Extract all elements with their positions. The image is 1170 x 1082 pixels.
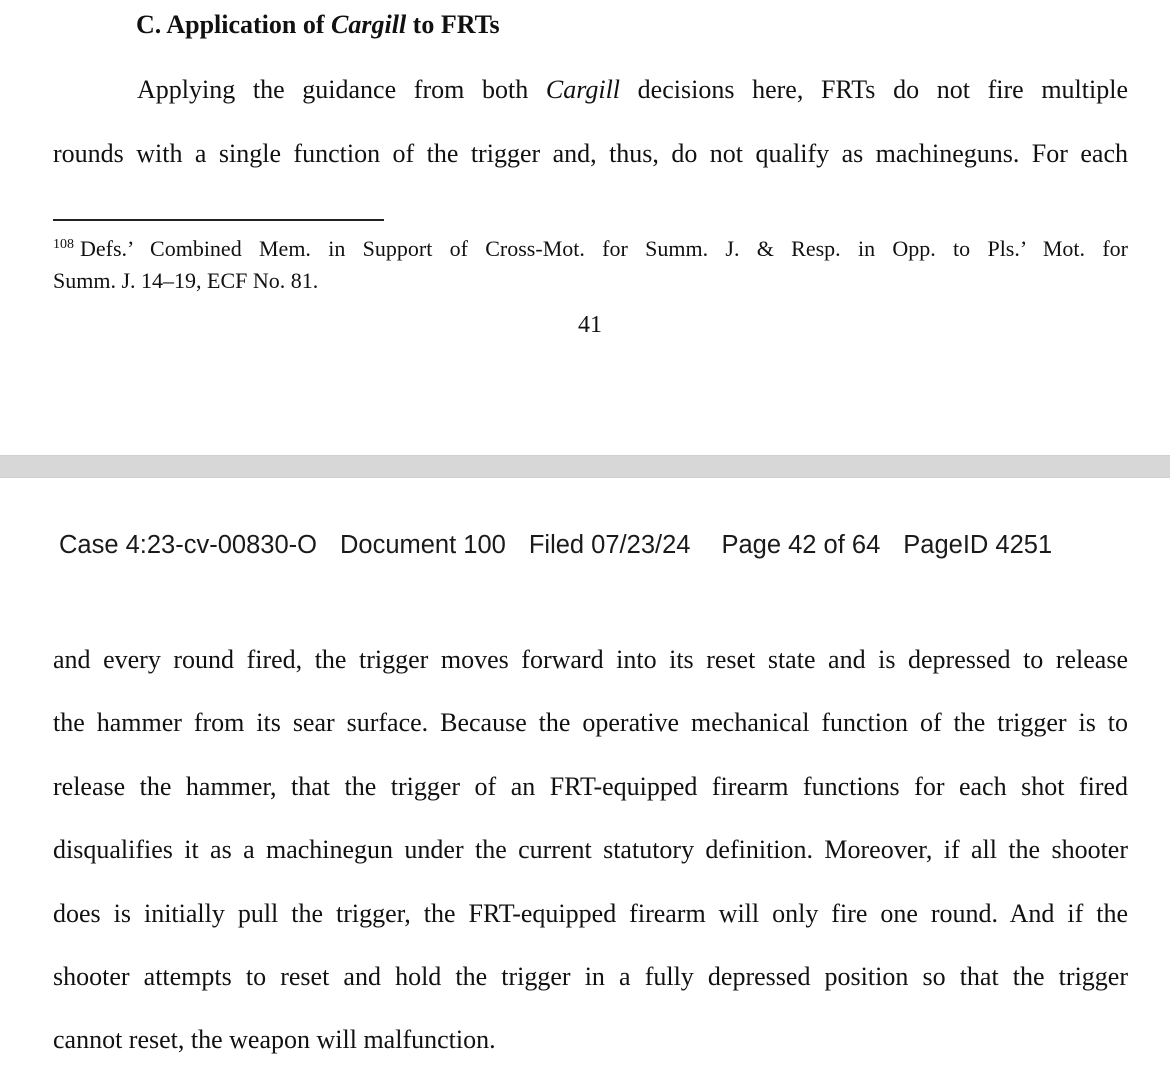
case-name: Cargill — [545, 75, 621, 104]
text-run: Applying the guidance from both — [137, 75, 546, 104]
page-id: PageID 4251 — [903, 531, 1053, 559]
footnote-text: Defs.’ Combined Mem. in Support of Cross-Mot. for Summ. J. & Resp. in Opp. to Pls.’ Mot. for — [80, 236, 1128, 261]
paragraph-line — [137, 75, 1128, 105]
document-number: Document 100 — [339, 531, 506, 559]
document-page-42 — [0, 478, 1170, 1082]
paragraph-line: does is initially pull the trigger, the FRT-equipped firearm will only fire one round. And if the — [53, 899, 1128, 928]
heading-case-name: Cargill — [331, 10, 407, 39]
footnote-marker: 108 — [53, 237, 74, 252]
page-number: 41 — [578, 312, 602, 338]
paragraph-line: release the hammer, that the trigger of an FRT-equipped firearm functions for each shot fired — [53, 772, 1128, 801]
case-header — [59, 531, 1052, 560]
page-count: Page 42 of 64 — [721, 531, 881, 559]
text-run: decisions here, FRTs do not fire multiple — [620, 75, 1128, 104]
section-heading — [136, 10, 500, 40]
case-number: Case 4:23-cv-00830-O — [59, 531, 317, 559]
paragraph-line: rounds with a single function of the trigger and, thus, do not qualify as machineguns. For each — [53, 139, 1128, 168]
paragraph-line: and every round fired, the trigger moves forward into its reset state and is depressed to release — [53, 645, 1128, 674]
page-separator — [0, 455, 1170, 478]
document-page-41 — [0, 0, 1170, 455]
paragraph-line: shooter attempts to reset and hold the trigger in a fully depressed position so that the trigger — [53, 962, 1128, 991]
heading-text: C. Application of — [136, 10, 332, 39]
footnote — [53, 236, 1128, 262]
heading-text-end: to FRTs — [406, 10, 500, 39]
paragraph-line: the hammer from its sear surface. Because the operative mechanical function of the trigger is to — [53, 708, 1128, 737]
footnote-divider — [53, 219, 384, 221]
paragraph-line: disqualifies it as a machinegun under the current statutory definition. Moreover, if all the shooter — [53, 835, 1128, 864]
filed-date: Filed 07/23/24 — [528, 531, 691, 559]
footnote-continuation: Summ. J. 14–19, ECF No. 81. — [53, 268, 319, 293]
paragraph-line: cannot reset, the weapon will malfunction. — [53, 1025, 496, 1054]
